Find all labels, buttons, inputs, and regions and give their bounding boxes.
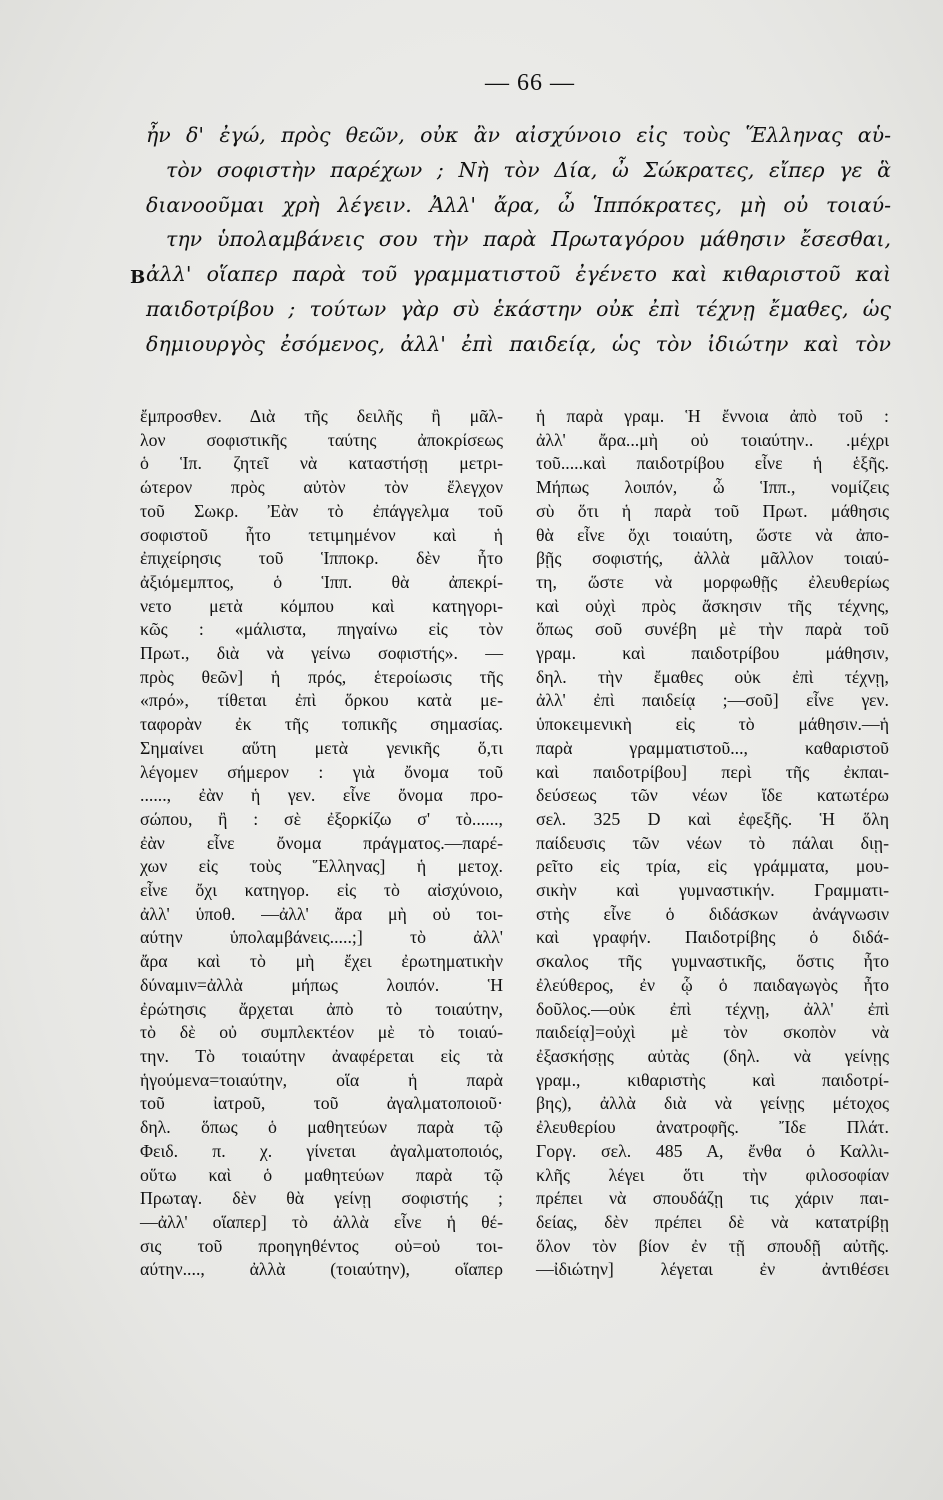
commentary-line: ρεῖτο εἰς τρία, εἰς γράμματα, μου-: [536, 856, 889, 877]
commentary-line: ἔμπροσθεν. Διὰ τῆς δειλῆς ἢ μᾶλ-: [140, 406, 503, 426]
commentary-line: ἐξασκήσῃς αὐτὰς (δηλ. νὰ γείνῃς: [536, 1045, 889, 1066]
commentary-line: —ἰδιώτην] λέγεται ἐν ἀντιθέσει: [536, 1259, 889, 1280]
commentary-line: δεύσεως τῶν νέων ἴδε κατωτέρω: [536, 785, 889, 806]
commentary-line: ώτερον πρὸς αὐτὸν τὸν ἔλεγχον: [140, 477, 503, 498]
commentary-line: ἡ παρὰ γραμ. Ἡ ἔννοια ἀπὸ τοῦ :: [536, 406, 889, 426]
commentary-line: παιδείᾳ]=οὐχὶ μὲ τὸν σκοπὸν νὰ: [536, 1022, 889, 1043]
commentary-line: ἄρα καὶ τὸ μὴ ἔχει ἐρωτηματικὴν: [140, 951, 503, 972]
commentary-right-column: [536, 405, 889, 1282]
commentary-line: ἀξιόμεμπτος, ὁ Ἱππ. θὰ ἀπεκρί-: [140, 571, 503, 592]
commentary-line: λον σοφιστικῆς ταύτης ἀποκρίσεως: [140, 429, 503, 450]
commentary-line: ὁ Ἱπ. ζητεῖ νὰ καταστήσῃ μετρι-: [140, 453, 503, 474]
commentary-line: πρὸς θεῶν] ἡ πρός, ἑτεροίωσις τῆς: [140, 666, 503, 687]
commentary-line: βης), ἀλλὰ διὰ νὰ γείνῃς μέτοχος: [536, 1093, 889, 1114]
main-text-line: διανοοῦμαι χρὴ λέγειν. Ἀλλ' ἄρα, ὦ Ἱππόκρατες, μὴ οὐ τοιαύ-: [146, 192, 891, 217]
commentary-line: δηλ. ὅπως ὁ μαθητεύων παρὰ τῷ: [140, 1117, 503, 1138]
commentary-line: «πρό», τίθεται ἐπὶ ὅρκου κατὰ με-: [140, 690, 503, 711]
commentary-line: ἐπιχείρησις τοῦ Ἱπποκρ. δὲν ἦτο: [140, 548, 503, 569]
commentary-line: σώπου, ἢ : σὲ ἐξορκίζω σ' τὸ......,: [140, 808, 503, 829]
commentary-line: καὶ γραφήν. Παιδοτρίβης ὁ διδά-: [536, 927, 889, 948]
commentary-line: σὺ ὅτι ἡ παρὰ τοῦ Πρωτ. μάθησις: [536, 500, 889, 521]
commentary-line: στὴς εἶνε ὁ διδάσκων ἀνάγνωσιν: [536, 903, 889, 924]
commentary-line: ὅλον τὸν βίον ἐν τῇ σπουδῇ αὐτῆς.: [536, 1235, 889, 1256]
main-text-line: παιδοτρίβου ; τούτων γὰρ σὺ ἑκάστην οὐκ ἐπὶ τέχνῃ ἔμαθες, ὡς: [146, 296, 891, 321]
commentary-line: αύτην...., ἀλλὰ (τοιαύτην), οἵαπερ: [140, 1259, 503, 1280]
commentary-line: τη, ὥστε νὰ μορφωθῇς ἐλευθερίως: [536, 571, 889, 592]
main-text-line: δημιουργὸς ἐσόμενος, ἀλλ' ἐπὶ παιδείᾳ, ὡς τὸν ἰδιώτην καὶ τὸν: [146, 331, 891, 356]
page-number: — 66 —: [485, 70, 575, 96]
commentary-line: τὸ δὲ οὐ συμπλεκτέον μὲ τὸ τοιαύ-: [140, 1022, 503, 1043]
commentary-line: Πρωτ., διὰ νὰ γείνω σοφιστής». —: [140, 643, 503, 664]
commentary-line: ἀλλ' ἐπὶ παιδείᾳ ;—σοῦ] εἶνε γεν.: [536, 690, 889, 711]
commentary-line: καὶ οὐχὶ πρὸς ἄσκησιν τῆς τέχνης,: [536, 595, 889, 616]
commentary-line: ἐλευθερίου ἀνατροφῆς. Ἴδε Πλάτ.: [536, 1117, 889, 1138]
commentary-line: δύναμιν=ἀλλὰ μήπως λοιπόν. Ἡ: [140, 974, 503, 995]
main-text-line: ἦν δ' ἐγώ, πρὸς θεῶν, οὐκ ἂν αἰσχύνοιο εἰς τοὺς Ἕλληνας αὑ-: [146, 123, 891, 147]
commentary-line: σκαλος τῆς γυμναστικῆς, ὅστις ἦτο: [536, 951, 889, 972]
commentary-line: παρὰ γραμματιστοῦ..., καθαριστοῦ: [536, 737, 889, 758]
commentary-line: σοφιστοῦ ἦτο τετιμημένον καὶ ἡ: [140, 524, 503, 545]
commentary-line: γραμ., κιθαριστὴς καὶ παιδοτρί-: [536, 1069, 889, 1090]
commentary-line: σελ. 325 D καὶ ἐφεξῆς. Ἡ ὅλη: [536, 808, 889, 829]
commentary-line: ἀλλ' ὑποθ. —ἀλλ' ἄρα μὴ οὐ τοι-: [140, 903, 503, 924]
commentary-line: Σημαίνει αὕτη μετὰ γενικῆς ὅ,τι: [140, 737, 503, 758]
main-text-line: τὸν σοφιστὴν παρέχων ; Νὴ τὸν Δία, ὦ Σώκρατες, εἴπερ γε ἃ: [166, 157, 891, 182]
commentary-line: νετο μετὰ κόμπου καὶ κατηγορι-: [140, 595, 503, 616]
commentary-line: βῇς σοφιστής, ἀλλὰ μᾶλλον τοιαύ-: [536, 548, 889, 569]
commentary-line: σις τοῦ προηγηθέντος οὐ=οὐ τοι-: [140, 1235, 503, 1256]
commentary-line: κῶς : «μάλιστα, πηγαίνω εἰς τὸν: [140, 619, 503, 640]
commentary-left-column: [140, 405, 503, 1282]
commentary-line: οὕτω καὶ ὁ μαθητεύων παρὰ τῷ: [140, 1164, 503, 1185]
commentary-line: ......, ἐὰν ἡ γεν. εἶνε ὄνομα προ-: [140, 785, 503, 806]
commentary-line: Γοργ. σελ. 485 Α, ἔνθα ὁ Καλλι-: [536, 1140, 889, 1161]
commentary-line: θὰ εἶνε ὄχι τοιαύτη, ὥστε νὰ ἀπο-: [536, 524, 889, 545]
commentary-line: ὑποκειμενικὴ εἰς τὸ μάθησιν.—ἡ: [536, 714, 889, 735]
main-text-line: την ὑπολαμβάνεις σου τὴν παρὰ Πρωταγόρου μάθησιν ἔσεσθαι,: [166, 227, 891, 252]
commentary-line: ἐρώτησις ἄρχεται ἀπὸ τὸ τοιαύτην,: [140, 998, 503, 1019]
commentary-line: σικὴν καὶ γυμναστικήν. Γραμματι-: [536, 880, 889, 901]
commentary-line: ἡγούμενα=τοιαύτην, οἵα ἡ παρὰ: [140, 1069, 503, 1090]
commentary-line: κλῆς λέγει ὅτι τὴν φιλοσοφίαν: [536, 1164, 889, 1185]
commentary-line: αύτην ὑπολαμβάνεις.....;] τὸ ἀλλ': [140, 927, 503, 948]
commentary-line: γραμ. καὶ παιδοτρίβου μάθησιν,: [536, 643, 889, 664]
commentary-line: ἐλεύθερος, ἐν ᾧ ὁ παιδαγωγὸς ἦτο: [536, 974, 889, 995]
commentary-line: τοῦ ἰατροῦ, τοῦ ἀγαλματοποιοῦ·: [140, 1093, 503, 1114]
commentary-line: καὶ παιδοτρίβου] περὶ τῆς ἐκπαι-: [536, 761, 889, 782]
commentary-line: δοῦλος.—οὐκ ἐπὶ τέχνῃ, ἀλλ' ἐπὶ: [536, 998, 889, 1019]
commentary-line: —ἀλλ' οἵαπερ] τὸ ἀλλὰ εἶνε ἡ θέ-: [140, 1211, 503, 1232]
commentary-line: ὅπως σοῦ συνέβη μὲ τὴν παρὰ τοῦ: [536, 619, 889, 640]
main-text-line: ἀλλ' οἵαπερ παρὰ τοῦ γραμματιστοῦ ἐγένετο καὶ κιθαριστοῦ καὶ: [146, 262, 891, 287]
commentary-line: λέγομεν σήμερον : γιὰ ὄνομα τοῦ: [140, 761, 503, 782]
commentary-line: Φειδ. π. χ. γίνεται ἀγαλματοποιός,: [140, 1140, 503, 1161]
commentary-line: εἶνε ὄχι κατηγορ. εἰς τὸ αἰσχύνοιο,: [140, 880, 503, 901]
commentary-line: δείας, δὲν πρέπει δὲ νὰ κατατρίβῃ: [536, 1211, 889, 1232]
commentary-line: δηλ. τὴν ἔμαθες οὐκ ἐπὶ τέχνῃ,: [536, 666, 889, 687]
commentary-line: ἀλλ' ἄρα...μὴ οὐ τοιαύτην.. .μέχρι: [536, 429, 889, 450]
commentary-line: την. Τὸ τοιαύτην ἀναφέρεται εἰς τὰ: [140, 1045, 503, 1066]
commentary-line: ἐὰν εἶνε ὄνομα πράγματος.—παρέ-: [140, 832, 503, 853]
commentary-line: Μήπως λοιπόν, ὦ Ἱππ., νομίζεις: [536, 477, 889, 498]
commentary-line: τοῦ.....καὶ παιδοτρίβου εἶνε ἡ ἑξῆς.: [536, 453, 889, 474]
commentary-line: ταφορὰν ἐκ τῆς τοπικῆς σημασίας.: [140, 714, 503, 735]
commentary-line: τοῦ Σωκρ. Ἐὰν τὸ ἐπάγγελμα τοῦ: [140, 500, 503, 521]
margin-marker: B: [130, 267, 146, 288]
commentary-line: παίδευσις τῶν νέων τὸ πάλαι διῃ-: [536, 832, 889, 853]
commentary-line: χων εἰς τοὺς Ἕλληνας] ἡ μετοχ.: [140, 856, 503, 877]
commentary-line: Πρωταγ. δὲν θὰ γείνῃ σοφιστής ;: [140, 1188, 503, 1209]
commentary-line: πρέπει νὰ σπουδάζῃ τις χάριν παι-: [536, 1188, 889, 1209]
main-greek-text: [146, 118, 891, 362]
